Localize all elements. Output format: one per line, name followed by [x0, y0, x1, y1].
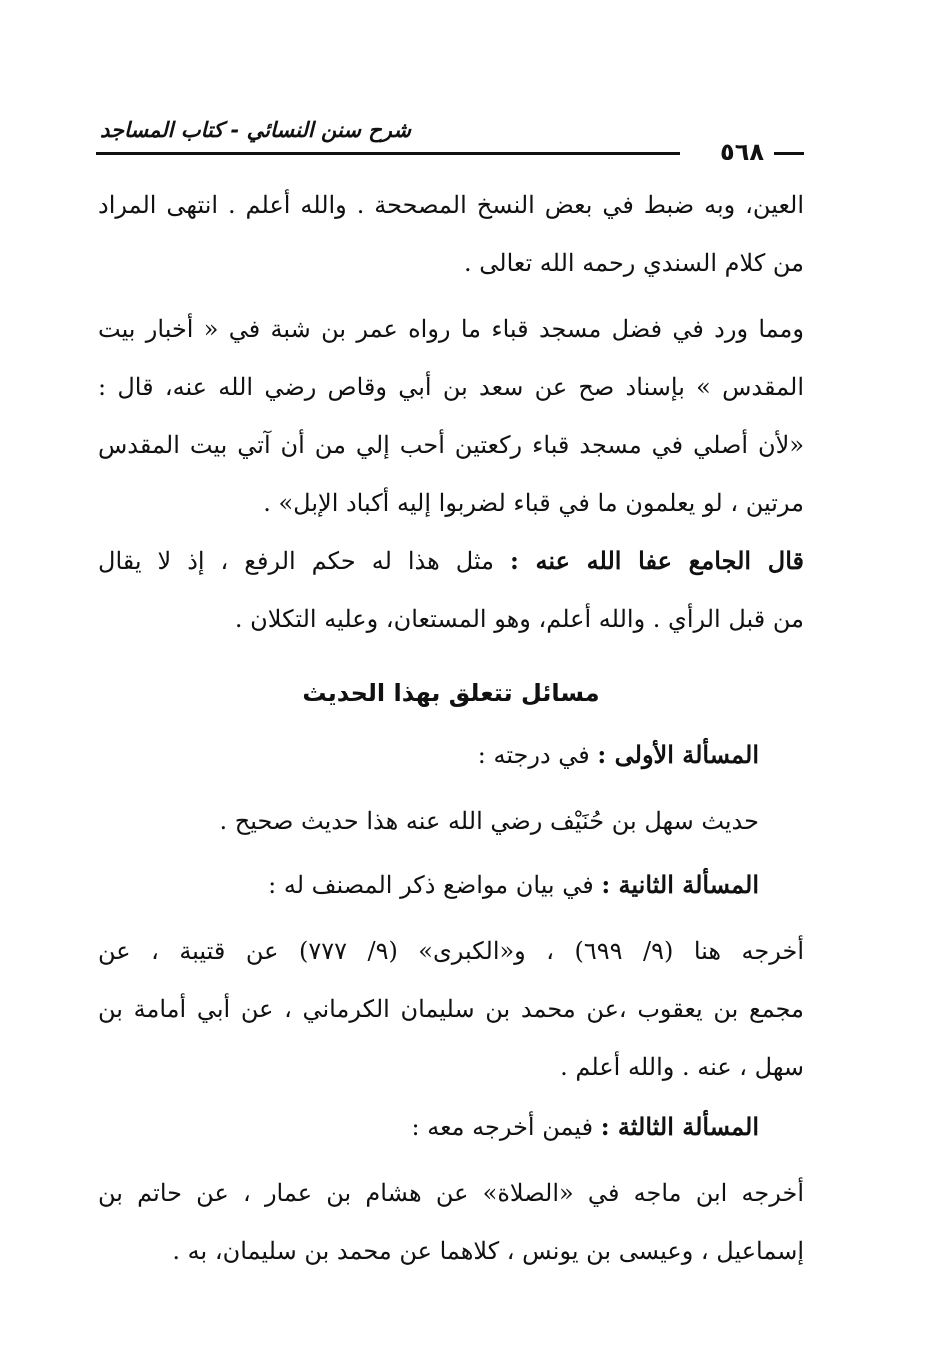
- paragraph-2-line-1: ومما ورد في فضل مسجد قباء ما رواه عمر بن شبة في « أخبار بيت: [98, 315, 804, 343]
- compiler-note-text: مثل هذا له حكم الرفع ، إذ لا يقال: [98, 547, 510, 575]
- paragraph-2-line-4: مرتين ، لو يعلمون ما في قباء لضربوا إليه أكباد الإبل» .: [263, 489, 804, 517]
- issue-1-label: المسألة الأولى :: [597, 740, 759, 769]
- issue-3-line-1: أخرجه ابن ماجه في «الصلاة» عن هشام بن عمار ، عن حاتم بن: [98, 1179, 804, 1207]
- issue-3-line-2: إسماعيل ، وعيسى بن يونس ، كلاهما عن محمد بن سليمان، به .: [172, 1237, 804, 1265]
- issue-3-label: المسألة الثالثة :: [600, 1112, 759, 1141]
- section-heading: مسائل تتعلق بهذا الحديث: [302, 679, 600, 707]
- page-header: [96, 112, 804, 166]
- paragraph-2-line-2: المقدس » بإسناد صح عن سعد بن أبي وقاص رضي الله عنه، قال :: [98, 373, 804, 401]
- header-rule: [96, 152, 680, 155]
- issue-2-line-2: مجمع بن يعقوب ،عن محمد بن سليمان الكرماني ، عن أبي أمامة بن: [98, 995, 804, 1023]
- header-dash: [774, 152, 804, 155]
- issue-2-line-3: سهل ، عنه . والله أعلم .: [560, 1053, 804, 1081]
- issue-2-label: المسألة الثانية :: [601, 870, 759, 899]
- paragraph-2-line-3: «لأن أصلي في مسجد قباء ركعتين أحب إلي من أن آتي بيت المقدس: [98, 431, 804, 459]
- page-number: ٥٦٨: [720, 138, 764, 166]
- issue-2-heading: [99, 868, 759, 902]
- issue-1-text: حديث سهل بن حُنَيْف رضي الله عنه هذا حديث صحيح .: [219, 807, 759, 835]
- paragraph-3-line-1: [98, 544, 804, 578]
- issue-1-heading: [99, 738, 759, 772]
- issue-2-title: في بيان مواضع ذكر المصنف له :: [268, 871, 602, 899]
- issue-1-title: في درجته :: [477, 741, 598, 769]
- issue-3-title: فيمن أخرجه معه :: [411, 1113, 601, 1141]
- paragraph-1-line-2: من كلام السندي رحمه الله تعالى .: [464, 249, 804, 277]
- running-title: شرح سنن النسائي - كتاب المساجد: [100, 118, 411, 142]
- issue-3-heading: [99, 1110, 759, 1144]
- issue-2-line-1: أخرجه هنا (٩/ ٦٩٩) ، و«الكبرى» (٩/ ٧٧٧) عن قتيبة ، عن: [98, 937, 804, 965]
- compiler-note-lead: قال الجامع عفا الله عنه :: [510, 546, 804, 575]
- paragraph-3-line-2: من قبل الرأي . والله أعلم، وهو المستعان، وعليه التكلان .: [234, 605, 804, 633]
- paragraph-1-line-1: العين، وبه ضبط في بعض النسخ المصححة . والله أعلم . انتهى المراد: [98, 191, 804, 219]
